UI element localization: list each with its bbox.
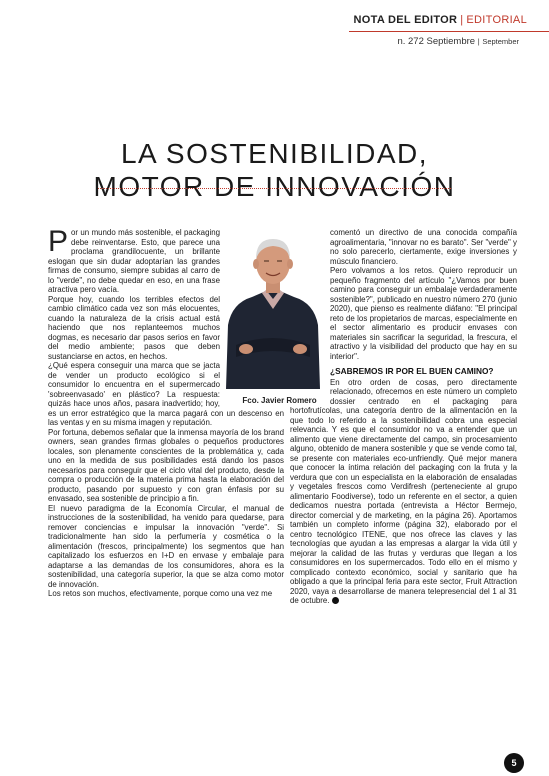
photo-caption: Fco. Javier Romero xyxy=(242,396,317,405)
issue-separator: | xyxy=(477,37,480,46)
issue-line xyxy=(397,36,519,47)
paragraph-4: Por fortuna, debemos señalar que la inmensa mayoría de los brand owners, sean grandes firmas globales o pequeños productores locales, son plenamente conscientes de la problemática y, cada uno en la medida de sus posibilidades está dando los pasos necesarios para conseguir que el ciclo vital del producto, desde la compra o producción de la materia prima hasta la elaboración del producto, pasando por supuesto y con gran énfasis por su envasado, sea sostenible de principio a fin. xyxy=(48,427,284,503)
issue-month-en: September xyxy=(482,37,519,46)
paragraph-3: ¿Qué espera conseguir una marca que se jacta de vender un producto ecológico si el consumidor lo encuentra en el supermercado 'sobreenvasado' en plástico? La respuesta: quizás hace unos años, pasara inadvertido; hoy, es un error estratégico que la marca pagará con un descenso en las ventas y en su misma imagen y reputación. xyxy=(48,361,284,427)
paragraph-7: comentó un directivo de una conocida compañía agroalimentaria, "innovar no es barato". Ser "verde" y no solo parecerlo, ciertamente, exige inversiones y músculo financiero. xyxy=(330,228,517,266)
paragraph-2: Porque hoy, cuando los terribles efectos del cambio climático cada vez son más elocuentes, cuando la naturaleza de la crisis actual está haciendo que nos replanteemos muchos dogmas, es necesario dar pasos serios en favor del medio ambiente; pasos que deben sustanciarse en actos, en hechos. xyxy=(48,294,220,361)
paragraph-1: Por un mundo más sostenible, el packaging debe reinventarse. Esto, que parece una proclama grandilocuente, un brillante eslogan que sin dudar adoptarían las grandes firmas de consumo, siempre subidas al carro de lo "verde", no debe quedar en eso, en una frase atractiva pero vacía. xyxy=(48,225,220,294)
article-title xyxy=(0,137,549,203)
portrait-photo-icon xyxy=(222,233,324,389)
right-column xyxy=(290,228,517,606)
paragraph-5: El nuevo paradigma de la Economía Circular, el manual de instrucciones de la sostenibilidad, ha venido para quedarse, para remover conciencias e impulsar la innovación "verde". Si tradicionalmente han sido la perfumería y cosmética o la alimentación (frescos, principalmente) los segmentos que han capitalizado los esfuerzos en I+D en envase y embalaje para adaptarse a las demandas de los consumidores, ahora es la sostenibilidad, una categoría superior, la que se alza como motor de innovación. xyxy=(48,503,284,589)
title-line-1: LA SOSTENIBILIDAD, xyxy=(120,137,429,169)
title-line-2: MOTOR DE INNOVACIÓN xyxy=(93,170,456,202)
title-divider xyxy=(98,188,451,189)
section-label-es: EDITORIAL xyxy=(466,14,527,26)
paragraph-6: Los retos son muchos, efectivamente, porque como una vez me xyxy=(48,589,273,598)
drop-cap: P xyxy=(48,225,69,258)
end-mark-icon xyxy=(332,597,339,604)
subheading: ¿SABREMOS IR POR EL BUEN CAMINO? xyxy=(330,366,494,376)
paragraph-9: En otro orden de cosas, pero directamente relacionado, ofrecemos en este número un completo dossier centrado en el packaging para hortofrutícolas, una categoría dentro de la alimentación en la que todo lo referido a la sostenibilidad cobra una especial relevancia. Y es que el consumidor no va a entender que un alimento que viene directamente del campo, sin procesamiento alguno, obtenido de manera sostenible y que se vende como tal, se presente con materiales eco-unfriendly. Qué mejor manera que conocer la íntima relación del packaging con la fruta y la verdura que con un especialista en la elaboración de ensaladas y vegetales frescos como Verdifresh (perteneciente al grupo alimentario Foodiverse), todo un referente en el sector, a quien dedicamos nuestra portada (entrevista a Héctor Bermejo, director comercial y de marketing, en la página 26). Aportamos también un completo informe (página 32), elaborado por el centro tecnológico ITENE, que nos ofrece las claves y las tecnologías que ayudan a las empresas a alargar la vida útil y mejorar la calidad de las frutas y verduras que llegan a los consumidores en los supermercados. Todo ello en el mismo y complicado contexto económico, social y sanitario que ha obligado a que la principal feria para este sector, Fruit Attraction 2020, vaya a desarrollarse de manera telepresencial del 1 al 31 de octubre. xyxy=(290,377,517,605)
header-separator: | xyxy=(460,14,464,26)
section-label: NOTA DEL EDITOR xyxy=(353,14,458,26)
header-rule xyxy=(349,31,549,32)
issue-number: n. 272 Septiembre xyxy=(397,36,476,47)
page-number: 5 xyxy=(504,753,524,773)
paragraph-8: Pero volvamos a los retos. Quiero reproducir un pequeño fragmento del artículo "¿Vamos por buen camino para conseguir un embalaje verdaderamente sostenible?", publicado en nuestro número 270 (junio 2020), que pienso es realmente diáfano: "El principal reto de los propietarios de marcas, especialmente en el sector alimentario es producir envases con materiales sin sacrificar la seguridad, la frescura, el atractivo y la visibilidad del producto que hay en su interior". xyxy=(330,266,517,361)
section-header xyxy=(354,14,527,26)
